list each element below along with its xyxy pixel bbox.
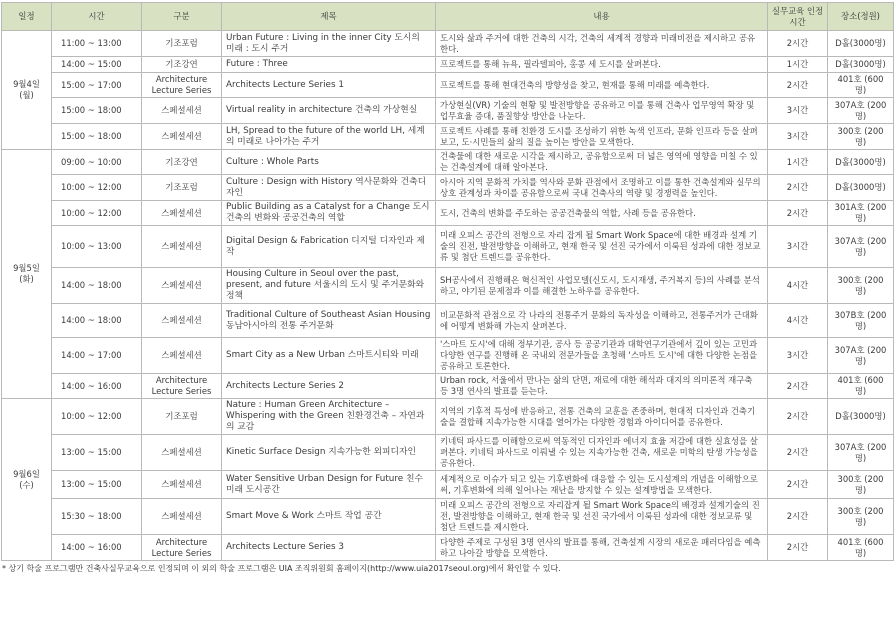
header-type: 구분 <box>142 3 222 31</box>
session-time: 13:00 ~ 15:00 <box>52 435 142 471</box>
session-time: 13:00 ~ 15:00 <box>52 471 142 499</box>
session-time: 14:00 ~ 16:00 <box>52 374 142 399</box>
session-content: 건축물에 대한 새로운 시각을 제시하고, 공유함으로써 더 넓은 영역에 영향을 미칠 수 있는 건축설계에 대해 알아본다. <box>436 150 768 175</box>
session-content: SH공사에서 진행해온 혁신적인 사업모델(신도시, 도시재생, 주거복지 등)의 사례를 분석하고, 야기된 문제점과 이를 해결한 노하우를 공유한다. <box>436 268 768 304</box>
session-time: 10:00 ~ 12:00 <box>52 175 142 201</box>
session-title: Traditional Culture of Southeast Asian Housing 동남아시아의 전통 주거문화 <box>222 304 436 338</box>
session-content: 도시, 건축의 변화를 주도하는 공공건축물의 역할, 사례 등을 공유한다. <box>436 201 768 226</box>
session-venue: D홀(3000명) <box>828 175 894 201</box>
session-type: 스페셜세션 <box>142 435 222 471</box>
session-time: 10:00 ~ 12:00 <box>52 201 142 226</box>
session-type: 스페셜세션 <box>142 471 222 499</box>
session-title: Smart Move & Work 스마트 작업 공간 <box>222 499 436 535</box>
session-time: 15:00 ~ 18:00 <box>52 124 142 150</box>
session-hours: 3시간 <box>768 124 828 150</box>
session-hours: 2시간 <box>768 175 828 201</box>
session-content: 키네틱 파사드를 이해함으로써 역동적인 디자인과 에너지 효율 저감에 대한 실효성을 살펴본다. 키네틱 파사드로 이뤄낼 수 있는 지속가능한 건축, 새로운 미학의 탄생 가능성을 공유한다. <box>436 435 768 471</box>
session-hours: 2시간 <box>768 435 828 471</box>
table-row <box>2 73 894 98</box>
session-type: 스페셜세션 <box>142 268 222 304</box>
table-row <box>2 268 894 304</box>
header-date: 일정 <box>2 3 52 31</box>
session-title: Virtual reality in architecture 건축의 가상현실 <box>222 98 436 124</box>
header-venue: 장소(정원) <box>828 3 894 31</box>
session-title: Future : Three <box>222 57 436 73</box>
session-venue: D홀(3000명) <box>828 399 894 435</box>
session-time: 09:00 ~ 10:00 <box>52 150 142 175</box>
table-row <box>2 499 894 535</box>
session-type: Architecture Lecture Series <box>142 73 222 98</box>
session-hours: 3시간 <box>768 226 828 268</box>
session-title: Urban Future : Living in the inner City 도시의 미래 : 도시 주거 <box>222 31 436 57</box>
session-time: 11:00 ~ 13:00 <box>52 31 142 57</box>
session-hours: 2시간 <box>768 73 828 98</box>
session-hours: 2시간 <box>768 374 828 399</box>
session-content: 프로젝트 사례를 통해 친환경 도시를 조성하기 위한 녹색 인프라, 문화 인프라 등을 살펴보고, 도·시민들의 삶의 질을 높이는 방안을 모색한다. <box>436 124 768 150</box>
session-hours: 2시간 <box>768 499 828 535</box>
header-content: 내용 <box>436 3 768 31</box>
table-row <box>2 399 894 435</box>
session-venue: 300호 (200명) <box>828 268 894 304</box>
table-row <box>2 57 894 73</box>
table-row <box>2 304 894 338</box>
session-venue: D홀(3000명) <box>828 31 894 57</box>
session-venue: 307A호 (200명) <box>828 98 894 124</box>
session-hours: 2시간 <box>768 399 828 435</box>
session-time: 10:00 ~ 12:00 <box>52 399 142 435</box>
session-hours: 2시간 <box>768 535 828 561</box>
table-row <box>2 124 894 150</box>
session-type: 스페셜세션 <box>142 226 222 268</box>
session-time: 15:00 ~ 18:00 <box>52 98 142 124</box>
session-type: 기조포럼 <box>142 31 222 57</box>
session-time: 15:30 ~ 18:00 <box>52 499 142 535</box>
session-hours: 1시간 <box>768 57 828 73</box>
session-venue: 307B호 (200명) <box>828 304 894 338</box>
session-venue: 401호 (600명) <box>828 73 894 98</box>
table-row <box>2 435 894 471</box>
session-title: Public Building as a Catalyst for a Change 도시 건축의 변화와 공공건축의 역할 <box>222 201 436 226</box>
session-venue: 300호 (200명) <box>828 471 894 499</box>
session-hours: 4시간 <box>768 268 828 304</box>
table-row <box>2 374 894 399</box>
session-hours: 4시간 <box>768 304 828 338</box>
session-time: 14:00 ~ 18:00 <box>52 268 142 304</box>
session-title: Smart City as a New Urban 스마트시티와 미래 <box>222 338 436 374</box>
session-venue: 300호 (200명) <box>828 124 894 150</box>
session-time: 14:00 ~ 16:00 <box>52 535 142 561</box>
session-hours: 2시간 <box>768 31 828 57</box>
session-title: Architects Lecture Series 3 <box>222 535 436 561</box>
session-type: 스페셜세션 <box>142 338 222 374</box>
session-content: 도시와 삶과 주거에 대한 건축의 시각, 건축의 세계적 경향과 미래비전을 제시하고 공유한다. <box>436 31 768 57</box>
schedule-table <box>1 2 894 561</box>
day-date: 9월4일 (월) <box>2 31 52 150</box>
session-title: Architects Lecture Series 2 <box>222 374 436 399</box>
session-hours: 2시간 <box>768 201 828 226</box>
session-content: 지역의 기후적 특성에 반응하고, 전통 건축의 교훈을 존중하며, 현대적 디자인과 건축기술을 결합해 지속가능한 시대를 열어가는 다양한 경험과 아이디어를 공유한다. <box>436 399 768 435</box>
session-time: 14:00 ~ 18:00 <box>52 304 142 338</box>
header-time: 시간 <box>52 3 142 31</box>
table-row <box>2 98 894 124</box>
session-hours: 3시간 <box>768 338 828 374</box>
table-row <box>2 150 894 175</box>
session-time: 15:00 ~ 17:00 <box>52 73 142 98</box>
table-row <box>2 201 894 226</box>
session-content: 세계적으로 이슈가 되고 있는 기후변화에 대응할 수 있는 도시설계의 개념을 이해함으로써, 기후변화에 의해 일어나는 재난을 방지할 수 있는 설계방법을 모색한다. <box>436 471 768 499</box>
session-title: Kinetic Surface Design 지속가능한 외피디자인 <box>222 435 436 471</box>
session-type: 기조포럼 <box>142 175 222 201</box>
session-type: 스페셜세션 <box>142 304 222 338</box>
session-venue: D홀(3000명) <box>828 57 894 73</box>
session-title: Digital Design & Fabrication 디지털 디자인과 제작 <box>222 226 436 268</box>
header-title: 제목 <box>222 3 436 31</box>
session-venue: 307A호 (200명) <box>828 338 894 374</box>
session-content: 미래 오피스 공간의 전형으로 자리잡게 될 Smart Work Space의 배경과 설계기술의 진전, 발전방향을 이해하고, 현재 한국 및 선진 국가에서 이룩된 성과에 대한 정보교류 및 첨단 트렌드를 제시한다. <box>436 499 768 535</box>
session-title: Architects Lecture Series 1 <box>222 73 436 98</box>
header-hours: 실무교육 인정시간 <box>768 3 828 31</box>
session-time: 14:00 ~ 15:00 <box>52 57 142 73</box>
session-type: 스페셜세션 <box>142 201 222 226</box>
table-row <box>2 338 894 374</box>
session-hours: 3시간 <box>768 98 828 124</box>
session-venue: 300호 (200명) <box>828 499 894 535</box>
session-type: Architecture Lecture Series <box>142 374 222 399</box>
session-content: 아시아 지역 문화적 가치를 역사와 문화 관점에서 조명하고 이를 통한 건축설계와 실무의 상호 관계성과 차이를 공유함으로써 국내 건축사의 역량 및 경쟁력을 높인다. <box>436 175 768 201</box>
session-venue: D홀(3000명) <box>828 150 894 175</box>
session-title: LH, Spread to the future of the world LH, 세계의 미래로 나아가는 주거 <box>222 124 436 150</box>
table-row <box>2 471 894 499</box>
table-row <box>2 226 894 268</box>
session-title: Culture : Whole Parts <box>222 150 436 175</box>
session-type: 기조강연 <box>142 150 222 175</box>
session-venue: 307A호 (200명) <box>828 226 894 268</box>
session-type: Architecture Lecture Series <box>142 535 222 561</box>
session-content: 프로젝트를 통해 뉴욕, 필라델피아, 홍콩 세 도시를 살펴본다. <box>436 57 768 73</box>
table-row <box>2 31 894 57</box>
session-venue: 401호 (600명) <box>828 374 894 399</box>
session-type: 기조포럼 <box>142 399 222 435</box>
session-title: Housing Culture in Seoul over the past, present, and future 서울시의 도시 및 주거문화와 정책 <box>222 268 436 304</box>
table-row <box>2 535 894 561</box>
session-content: 미래 오피스 공간의 전형으로 자리 잡게 될 Smart Work Space에 대한 배경과 설계 기술의 진전, 발전방향을 이해하고, 현재 한국 및 선진 국가에서 이룩된 성과에 대한 정보교류 및 첨단 트렌드를 공유한다. <box>436 226 768 268</box>
session-type: 스페셜세션 <box>142 499 222 535</box>
session-content: '스마트 도시'에 대해 정부기관, 공사 등 공공기관과 대학연구기관에서 깊이 있는 고민과 다양한 연구를 진행해 온 국내외 전문가들을 초청해 '스마트 도시'에 대한 다양한 논점을 공유하고 토론한다. <box>436 338 768 374</box>
table-row <box>2 175 894 201</box>
session-title: Nature : Human Green Architecture – Whispering with the Green 친환경건축 – 자연과의 교감 <box>222 399 436 435</box>
session-time: 10:00 ~ 13:00 <box>52 226 142 268</box>
session-content: 프로젝트를 통해 현대건축의 방향성을 찾고, 현재를 통해 미래를 예측한다. <box>436 73 768 98</box>
session-content: Urban rock, 서울에서 만나는 삶의 단면, 재료에 대한 해석과 대지의 의미론적 재구축 등 3명 연사의 발표를 듣는다. <box>436 374 768 399</box>
footnote: * 상기 학술 프로그램만 건축사실무교육으로 인정되며 이 외의 학술 프로그램은 UIA 조직위원회 홈페이지(http://www.uia2017seoul.org)에서 확인할 수 있다. <box>2 564 561 573</box>
session-time: 14:00 ~ 17:00 <box>52 338 142 374</box>
day-date: 9월6일 (수) <box>2 399 52 561</box>
session-title: Culture : Design with History 역사문화와 건축디자인 <box>222 175 436 201</box>
session-content: 가상현실(VR) 기술의 현황 및 발전방향을 공유하고 이를 통해 건축사 업무영역 확장 및 업무효율 증대, 품질향상 방안을 나눈다. <box>436 98 768 124</box>
session-type: 스페셜세션 <box>142 124 222 150</box>
day-date: 9월5일 (화) <box>2 150 52 399</box>
session-content: 비교문화적 관점으로 각 나라의 전통주거 문화의 독자성을 이해하고, 전통주거가 근대화에 어떻게 변화해 가는지 살펴본다. <box>436 304 768 338</box>
session-title: Water Sensitive Urban Design for Future 친수 미래 도시공간 <box>222 471 436 499</box>
session-venue: 401호 (600명) <box>828 535 894 561</box>
session-venue: 307A호 (200명) <box>828 435 894 471</box>
session-hours: 1시간 <box>768 150 828 175</box>
session-venue: 301A호 (200명) <box>828 201 894 226</box>
header-row <box>2 3 894 31</box>
session-hours: 2시간 <box>768 471 828 499</box>
session-type: 스페셜세션 <box>142 98 222 124</box>
session-type: 기조강연 <box>142 57 222 73</box>
session-content: 다양한 주제로 구성된 3명 연사의 발표를 통해, 건축설계 시장의 새로운 패러다임을 예측하고 나아갈 방향을 모색한다. <box>436 535 768 561</box>
